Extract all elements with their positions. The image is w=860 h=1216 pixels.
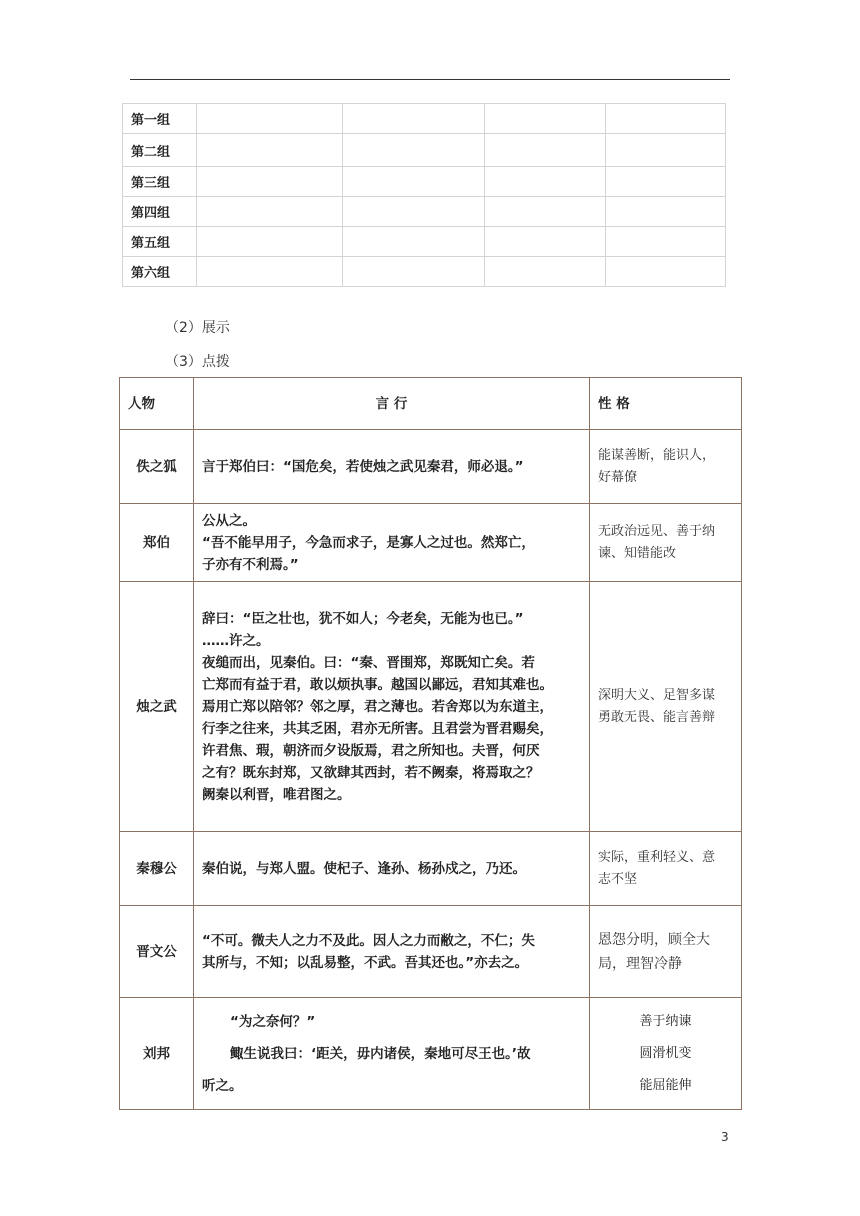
page-number: 3 xyxy=(721,1130,729,1144)
trait-line: 实际，重利轻义、意 xyxy=(598,849,716,865)
header-person: 人物 xyxy=(120,378,194,430)
person-traits xyxy=(590,906,742,998)
header-traits: 性 格 xyxy=(590,378,742,430)
table-row xyxy=(120,504,742,582)
words-line: 子亦有不利焉。” xyxy=(202,556,299,573)
person-words xyxy=(194,906,590,998)
person-name: 晋文公 xyxy=(120,906,194,998)
trait-line: 善于纳谏 xyxy=(639,1013,692,1029)
person-traits xyxy=(590,504,742,582)
words-line: “不可。微夫人之力不及此。因人之力而敝之，不仁；失 xyxy=(202,932,535,949)
words-line: “为之奈何？” xyxy=(230,1013,316,1030)
person-words xyxy=(194,504,590,582)
step-guide: （3）点拨 xyxy=(165,354,230,370)
words-line: 夜缒而出，见秦伯。曰：“秦、晋围郑，郑既知亡矣。若 xyxy=(202,654,535,671)
words-line: 其所与，不知；以乱易整，不武。吾其还也。”亦去之。 xyxy=(202,954,529,971)
trait-line: 恩怨分明，顾全大 xyxy=(598,931,710,948)
words-line: 公从之。 xyxy=(202,512,256,529)
words-line: ……许之。 xyxy=(202,632,270,649)
group-row xyxy=(123,167,726,197)
group-label: 第二组 xyxy=(123,134,197,167)
table-row xyxy=(120,430,742,504)
person-name: 佚之狐 xyxy=(120,430,194,504)
person-words xyxy=(194,998,590,1110)
header-rule xyxy=(130,79,730,80)
person-words xyxy=(194,832,590,906)
header-words: 言 行 xyxy=(194,378,590,430)
words-line: 鲰生说我曰：‘距关，毋内诸侯，秦地可尽王也。’故 xyxy=(230,1045,531,1062)
words-line: 言于郑伯曰：“国危矣，若使烛之武见秦君，师必退。” xyxy=(202,458,524,475)
person-name: 烛之武 xyxy=(120,582,194,832)
words-line: “吾不能早用子，今急而求子，是寡人之过也。然郑亡， xyxy=(202,534,535,551)
group-label: 第三组 xyxy=(123,167,197,197)
trait-line: 无政治远见、善于纳 xyxy=(598,523,716,539)
trait-line: 勇敢无畏、能言善辩 xyxy=(598,709,716,725)
table-row xyxy=(120,832,742,906)
words-line: 听之。 xyxy=(202,1077,243,1094)
group-label: 第六组 xyxy=(123,257,197,287)
person-name: 刘邦 xyxy=(120,998,194,1110)
group-row xyxy=(123,134,726,167)
person-traits xyxy=(590,430,742,504)
words-line: 焉用亡郑以陪邻？邻之厚，君之薄也。若舍郑以为东道主， xyxy=(202,698,553,715)
words-line: 辞曰：“臣之壮也，犹不如人；今老矣，无能为也已。” xyxy=(202,610,524,627)
person-name: 秦穆公 xyxy=(120,832,194,906)
trait-line: 局，理智冷静 xyxy=(598,955,682,972)
table-row xyxy=(120,582,742,832)
group-row xyxy=(123,104,726,134)
person-traits xyxy=(590,998,742,1110)
trait-line: 谏、知错能改 xyxy=(598,545,677,561)
person-words xyxy=(194,430,590,504)
person-words xyxy=(194,582,590,832)
person-traits xyxy=(590,582,742,832)
step-show: （2）展示 xyxy=(165,320,230,336)
words-line: 亡郑而有益于君，敢以烦执事。越国以鄙远，君知其难也。 xyxy=(202,676,553,693)
trait-line: 能谋善断，能识人， xyxy=(598,447,716,463)
group-table xyxy=(122,103,726,287)
words-line: 行李之往来，共其乏困，君亦无所害。且君尝为晋君赐矣， xyxy=(202,720,553,737)
words-line: 阙秦以利晋，唯君图之。 xyxy=(202,786,351,803)
trait-line: 好幕僚 xyxy=(598,469,638,485)
table-row xyxy=(120,998,742,1110)
group-label: 第五组 xyxy=(123,227,197,257)
trait-line: 志不坚 xyxy=(598,871,638,887)
group-row xyxy=(123,227,726,257)
group-label: 第四组 xyxy=(123,197,197,227)
group-row xyxy=(123,257,726,287)
group-label: 第一组 xyxy=(123,104,197,134)
header-row xyxy=(120,378,742,430)
trait-line: 圆滑机变 xyxy=(639,1045,692,1061)
trait-line: 深明大义、足智多谋 xyxy=(598,687,716,703)
words-line: 秦伯说，与郑人盟。使杞子、逢孙、杨孙戍之，乃还。 xyxy=(202,860,526,877)
group-row xyxy=(123,197,726,227)
trait-line: 能屈能伸 xyxy=(639,1077,692,1093)
person-traits xyxy=(590,832,742,906)
table-row xyxy=(120,906,742,998)
words-line: 许君焦、瑕，朝济而夕设版焉，君之所知也。夫晋，何厌 xyxy=(202,742,540,759)
words-line: 之有？既东封郑，又欲肆其西封，若不阙秦，将焉取之？ xyxy=(202,764,540,781)
person-name: 郑伯 xyxy=(120,504,194,582)
character-table xyxy=(119,377,742,1110)
